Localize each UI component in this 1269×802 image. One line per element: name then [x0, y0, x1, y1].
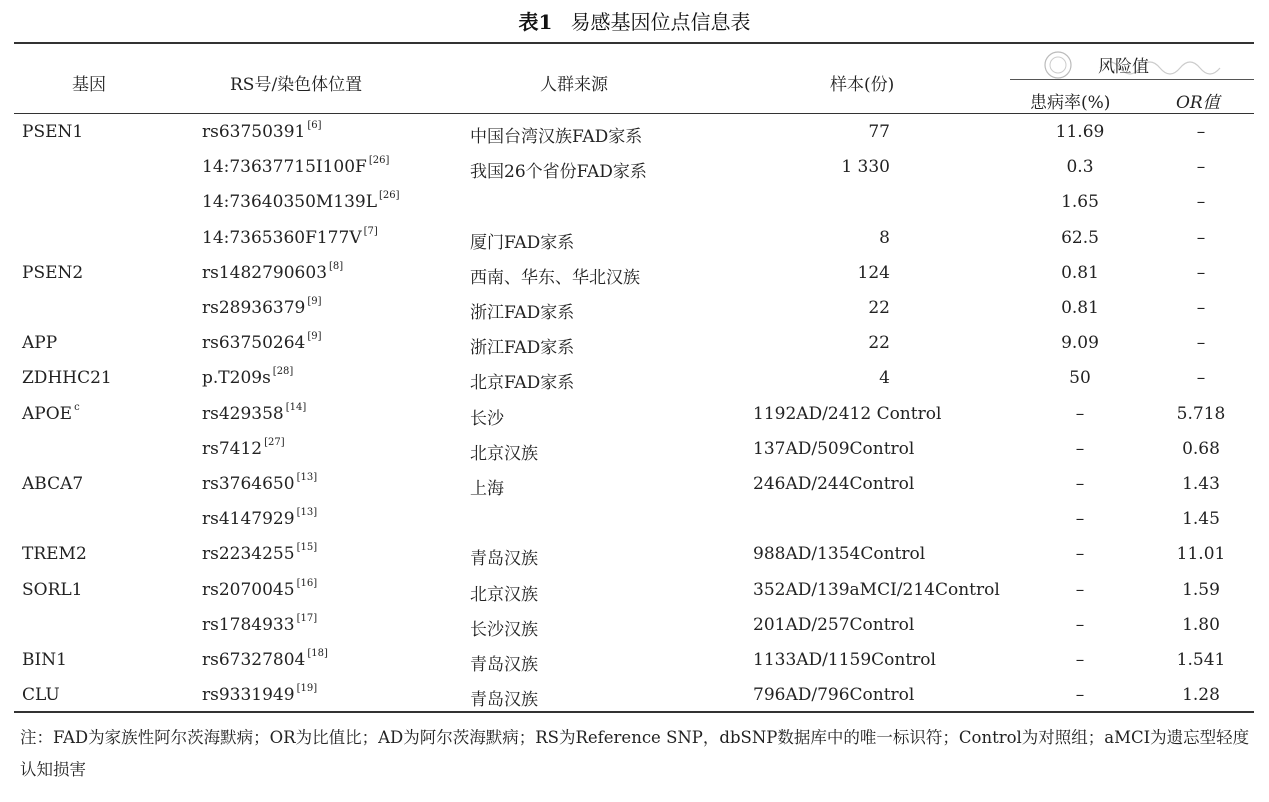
- incidence-cell: –: [1075, 614, 1085, 635]
- rs-cell: 14:73640350M139L [26]: [202, 190, 400, 213]
- gene-cell: APP: [22, 333, 58, 354]
- gene-cell: APOE $^c$: [22, 401, 80, 424]
- caption-number: 表1: [518, 10, 553, 34]
- header-gene: 基因: [72, 75, 106, 95]
- incidence-cell: 11.69: [1055, 122, 1105, 142]
- or-cell: 1.59: [1182, 579, 1220, 600]
- sample-cell: 77: [868, 122, 890, 142]
- rs-cell: rs2234255 [15]: [202, 542, 318, 565]
- sample-cell: 246AD/244Control: [753, 474, 915, 494]
- rs-cell: rs1784933 [17]: [202, 612, 318, 635]
- or-cell: –: [1196, 262, 1206, 283]
- rs-cell: rs28936379 [9]: [202, 296, 322, 318]
- citation-ref: [16]: [296, 577, 318, 589]
- population-cell: 厦门FAD家系: [470, 232, 575, 253]
- citation-ref: [26]: [368, 155, 390, 167]
- or-cell: 1.45: [1182, 509, 1220, 530]
- sample-cell: 22: [868, 298, 890, 318]
- citation-ref: [8]: [329, 260, 344, 272]
- or-cell: –: [1196, 227, 1206, 248]
- incidence-cell: 50: [1069, 368, 1091, 389]
- citation-ref: [19]: [296, 683, 318, 695]
- rs-cell: rs1482790603 [8]: [202, 260, 344, 283]
- rs-cell: rs63750391 [6]: [202, 120, 322, 142]
- citation-ref: [26]: [379, 190, 400, 202]
- citation-ref: [7]: [363, 225, 378, 237]
- header-rule: [14, 113, 1254, 114]
- gene-cell: BIN1: [22, 650, 67, 670]
- header-population: 人群来源: [540, 75, 608, 95]
- gene-cell: ZDHHC21: [22, 368, 112, 389]
- rs-cell: rs67327804 [18]: [202, 648, 328, 670]
- rs-cell: rs2070045 [16]: [202, 577, 318, 600]
- rs-cell: rs63750264 [9]: [202, 331, 322, 354]
- gene-cell: PSEN2: [22, 262, 84, 283]
- incidence-cell: –: [1075, 579, 1085, 600]
- table-caption: [0, 6, 1269, 35]
- incidence-cell: –: [1075, 650, 1085, 670]
- incidence-cell: –: [1075, 685, 1085, 706]
- incidence-cell: –: [1075, 438, 1085, 459]
- or-cell: 1.43: [1182, 474, 1220, 494]
- rs-cell: rs9331949 [19]: [202, 683, 318, 706]
- population-cell: 长沙: [470, 408, 504, 429]
- caption-title: 易感基因位点信息表: [570, 10, 751, 34]
- incidence-cell: 1.65: [1061, 192, 1099, 213]
- incidence-cell: 0.81: [1061, 262, 1099, 283]
- population-cell: 北京汉族: [470, 443, 538, 464]
- population-cell: 浙江FAD家系: [470, 303, 575, 323]
- sample-cell: 1192AD/2412 Control: [753, 403, 942, 424]
- header-risk-group: 风险值: [1098, 57, 1149, 77]
- citation-ref: [9]: [307, 331, 322, 343]
- citation-ref: [14]: [285, 401, 307, 413]
- gene-cell: SORL1: [22, 579, 83, 600]
- header-rs: RS号/染色体位置: [230, 75, 363, 95]
- rs-cell: p.T209s [28]: [202, 366, 294, 389]
- incidence-cell: 9.09: [1061, 333, 1099, 354]
- header-sample: 样本(份): [830, 75, 895, 95]
- population-cell: 北京汉族: [470, 584, 538, 605]
- population-cell: 青岛汉族: [470, 549, 538, 570]
- sample-cell: 124: [857, 262, 890, 283]
- incidence-cell: 0.81: [1061, 298, 1099, 318]
- header-subrule: [1010, 79, 1254, 80]
- rs-cell: 14:7365360F177V [7]: [202, 225, 378, 248]
- incidence-cell: 62.5: [1061, 227, 1099, 248]
- citation-ref: [15]: [296, 542, 318, 554]
- incidence-cell: –: [1075, 403, 1085, 424]
- or-cell: –: [1196, 298, 1206, 318]
- top-rule: [14, 42, 1254, 44]
- sample-cell: 8: [879, 227, 890, 248]
- or-cell: –: [1196, 122, 1206, 142]
- citation-ref: [17]: [296, 612, 318, 624]
- header-incidence: 患病率(%): [1030, 93, 1111, 113]
- or-cell: 0.68: [1182, 438, 1220, 459]
- population-cell: 北京FAD家系: [470, 373, 575, 394]
- sample-cell: 22: [868, 333, 890, 354]
- sample-cell: 796AD/796Control: [753, 685, 915, 706]
- gene-cell: PSEN1: [22, 122, 84, 142]
- or-cell: 1.541: [1176, 650, 1226, 670]
- rs-cell: rs4147929 [13]: [202, 507, 318, 530]
- citation-ref: [13]: [296, 507, 318, 519]
- sample-cell: 201AD/257Control: [753, 614, 915, 635]
- or-cell: 1.28: [1182, 685, 1220, 706]
- population-cell: 西南、华东、华北汉族: [470, 267, 640, 288]
- sample-cell: 1 330: [841, 157, 890, 178]
- rs-cell: rs429358 [14]: [202, 401, 307, 424]
- incidence-cell: 0.3: [1066, 157, 1094, 178]
- incidence-cell: –: [1075, 509, 1085, 530]
- population-cell: 青岛汉族: [470, 690, 538, 711]
- or-cell: 5.718: [1176, 403, 1226, 424]
- sample-cell: 352AD/139aMCI/214Control: [753, 579, 1000, 600]
- rs-cell: rs3764650 [13]: [202, 472, 318, 494]
- or-cell: 1.80: [1182, 614, 1220, 635]
- citation-ref: [27]: [264, 436, 285, 448]
- population-cell: 浙江FAD家系: [470, 338, 575, 359]
- citation-ref: [9]: [307, 296, 322, 307]
- population-cell: 我国26个省份FAD家系: [470, 162, 647, 183]
- table-note: 注：FAD为家族性阿尔茨海默病；OR为比值比；AD为阿尔茨海默病；RS为Reference SNP，dbSNP数据库中的唯一标识符；Control为对照组；aMCI为遗忘型轻度认知损害: [20, 728, 1250, 779]
- gene-cell: TREM2: [22, 544, 87, 565]
- population-cell: 长沙汉族: [470, 619, 538, 640]
- or-cell: –: [1196, 368, 1206, 389]
- incidence-cell: –: [1075, 544, 1085, 565]
- citation-ref: [28]: [272, 366, 294, 378]
- sample-cell: 988AD/1354Control: [753, 544, 926, 565]
- or-cell: –: [1196, 157, 1206, 178]
- bottom-rule: [14, 711, 1254, 713]
- population-cell: 中国台湾汉族FAD家系: [470, 127, 643, 147]
- population-cell: 上海: [470, 479, 504, 499]
- or-cell: –: [1196, 333, 1206, 354]
- sample-cell: 1133AD/1159Control: [753, 650, 936, 670]
- citation-ref: [18]: [307, 648, 328, 659]
- citation-ref: [6]: [307, 120, 322, 131]
- incidence-cell: –: [1075, 474, 1085, 494]
- or-cell: 11.01: [1176, 544, 1226, 565]
- header-or: OR值: [1176, 93, 1220, 113]
- population-cell: 青岛汉族: [470, 655, 538, 675]
- rs-cell: 14:73637715I100F [26]: [202, 155, 390, 178]
- gene-cell: CLU: [22, 685, 60, 706]
- gene-cell: ABCA7: [22, 474, 84, 494]
- rs-cell: rs7412 [27]: [202, 436, 285, 459]
- or-cell: –: [1196, 192, 1206, 213]
- citation-ref: [13]: [296, 472, 318, 483]
- sample-cell: 4: [879, 368, 890, 389]
- sample-cell: 137AD/509Control: [753, 438, 915, 459]
